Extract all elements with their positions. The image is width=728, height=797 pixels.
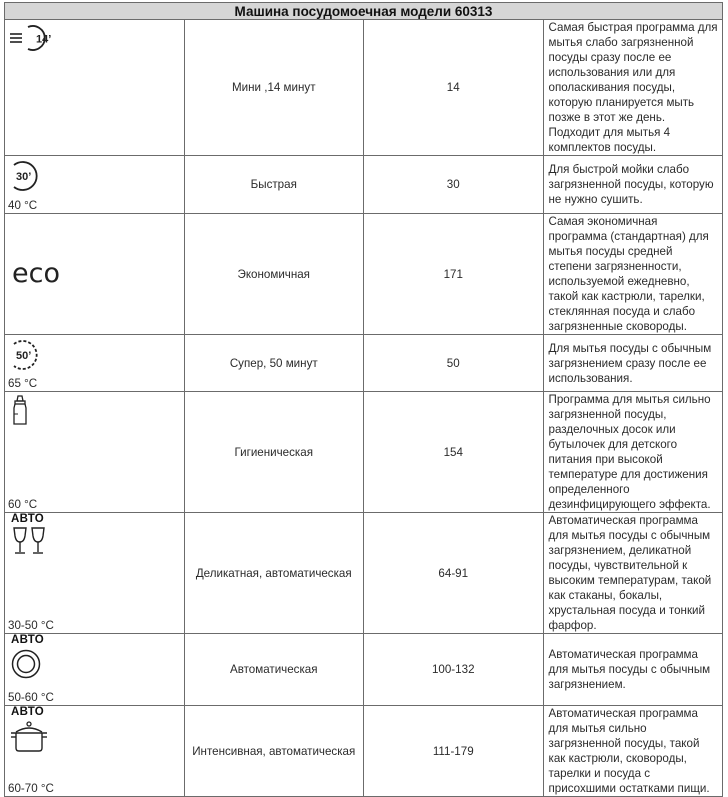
program-duration: 154 (364, 392, 544, 513)
eco-icon: eco (12, 258, 60, 289)
icon-cell (5, 335, 185, 392)
program-name: Быстрая (184, 156, 364, 214)
temperature-label: 30-50 °C (8, 619, 54, 632)
plate-icon (10, 648, 42, 680)
icon-cell (5, 214, 185, 335)
auto-label: АВТО (11, 706, 45, 718)
program-description: Программа для мытья сильно загрязненной посуды, разделочных досок или бутылочек для детского питания при высокой температуре для достижения определенного дезинфицирующего эффекта. (543, 392, 723, 513)
temperature-label: 65 °C (8, 377, 38, 390)
pot-icon (9, 720, 49, 754)
temperature-label: 50-60 °C (8, 691, 54, 704)
super-50-icon (8, 337, 44, 373)
program-duration: 111-179 (364, 706, 544, 797)
program-name: Автоматическая (184, 634, 364, 706)
program-description: Самая быстрая программа для мытья слабо загрязненной посуды сразу после ее использования или для ополаскивания посуды, которую планируется мыть позже в этот же день. Подходит для мытья 4 комплектов посуды. (543, 20, 723, 156)
program-description: Автоматическая программа для мытья сильно загрязненной посуды, такой как кастрюли, сковороды, тарелки и посуда с присохшими остатками пищи. (543, 706, 723, 797)
table-row (5, 513, 723, 634)
svg-text:30’: 30’ (16, 171, 32, 183)
icon-cell (5, 156, 185, 214)
program-name: Супер, 50 минут (184, 335, 364, 392)
auto-label: АВТО (11, 513, 45, 525)
auto-label: АВТО (11, 634, 45, 646)
program-duration: 64-91 (364, 513, 544, 634)
icon-cell (5, 634, 185, 706)
table-row (5, 392, 723, 513)
table-title: Машина посудомоечная модели 60313 (5, 3, 723, 20)
temperature-label: 60-70 °C (8, 782, 54, 795)
program-name: Гигиеническая (184, 392, 364, 513)
table-row (5, 156, 723, 214)
program-description: Для быстрой мойки слабо загрязненной посуды, которую не нужно сушить. (543, 156, 723, 214)
svg-text:14’: 14’ (36, 33, 52, 46)
icon-cell (5, 706, 185, 797)
program-duration: 30 (364, 156, 544, 214)
table-row (5, 20, 723, 156)
table-row (5, 634, 723, 706)
program-name: Экономичная (184, 214, 364, 335)
table-row (5, 706, 723, 797)
program-name: Интенсивная, автоматическая (184, 706, 364, 797)
program-duration: 50 (364, 335, 544, 392)
temperature-label: 40 °C (8, 199, 38, 212)
icon-cell (5, 513, 185, 634)
program-name: Деликатная, автоматическая (184, 513, 364, 634)
baby-bottle-icon (10, 394, 30, 428)
table-row (5, 335, 723, 392)
program-description: Самая экономичная программа (стандартная) для мытья посуды средней степени загрязненности, используемой ежедневно, такой как кастрюли, тарелки, стеклянная посуда и слабо загрязненные сковороды. (543, 214, 723, 335)
table-header-row (5, 3, 723, 20)
program-duration: 14 (364, 20, 544, 156)
program-description: Автоматическая программа для мытья посуды с обычным загрязнением. (543, 634, 723, 706)
program-duration: 100-132 (364, 634, 544, 706)
wine-glasses-icon (10, 525, 50, 557)
svg-text:50’: 50’ (16, 350, 32, 362)
program-name: Мини ,14 минут (184, 20, 364, 156)
quick-30-icon (8, 158, 44, 194)
temperature-label: 60 °C (8, 498, 38, 511)
program-duration: 171 (364, 214, 544, 335)
program-description: Автоматическая программа для мытья посуды с обычным загрязнением, деликатной посуды, чувствительной к высоким температурам, такой как стаканы, бокалы, хрустальная посуда и тонкий фарфор. (543, 513, 723, 634)
icon-cell (5, 392, 185, 513)
table-row (5, 214, 723, 335)
program-description: Для мытья посуды с обычным загрязнением сразу после ее использования. (543, 335, 723, 392)
mini-14-icon (8, 23, 68, 53)
icon-cell (5, 20, 185, 156)
program-table (4, 2, 723, 797)
